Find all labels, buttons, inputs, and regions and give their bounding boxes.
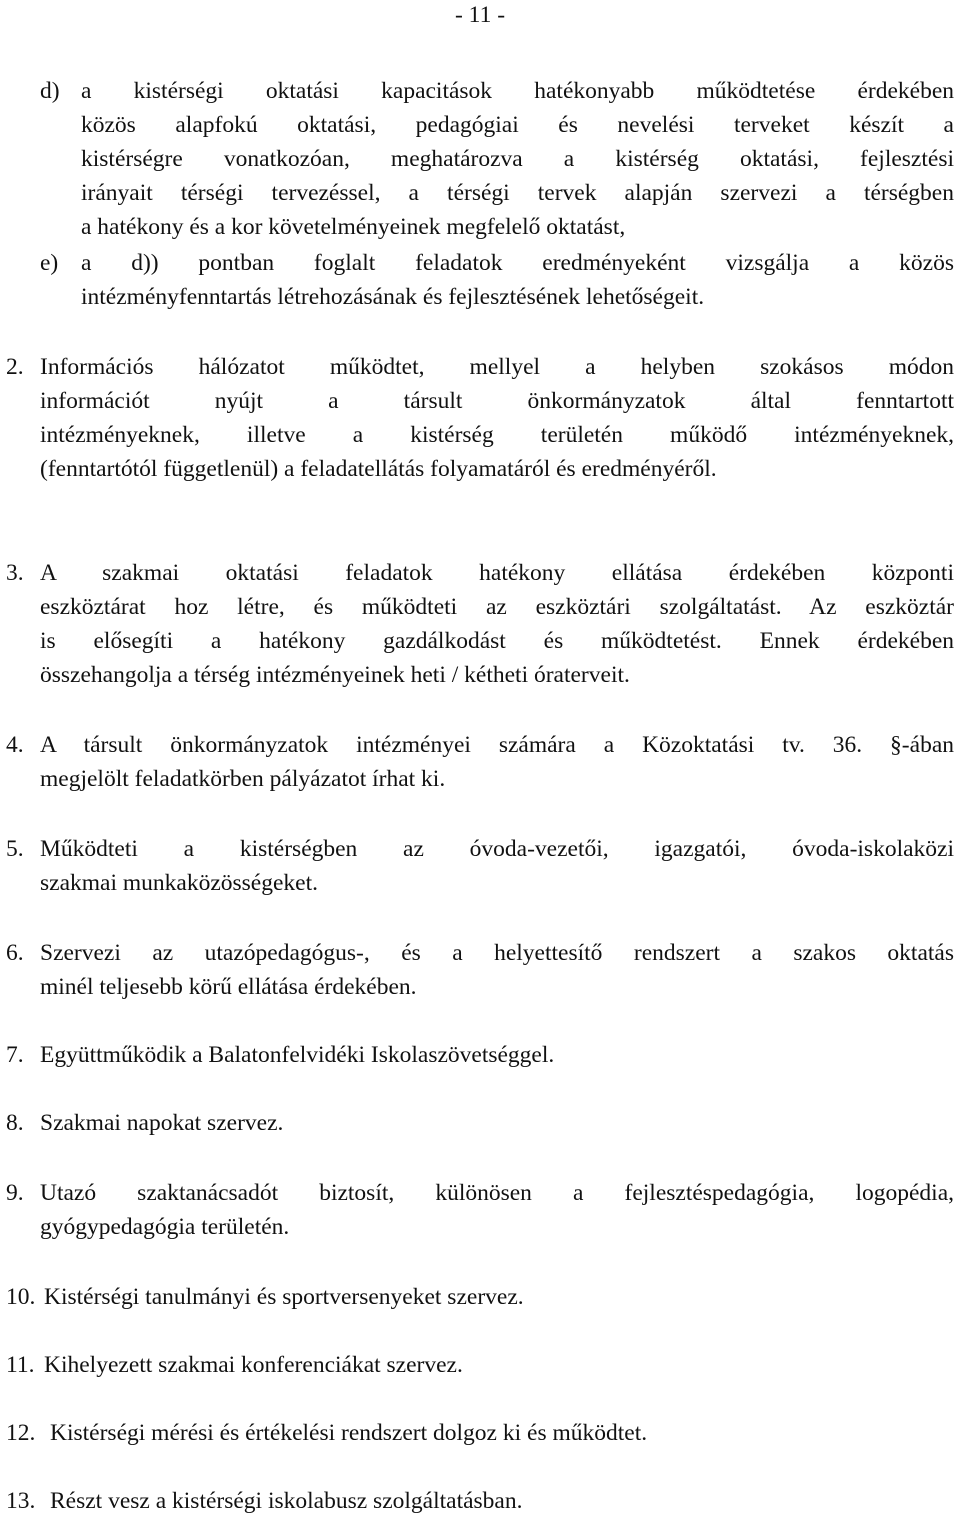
item-body [40, 832, 954, 900]
text-line: gyógypedagógia területén. [40, 1214, 290, 1240]
item-body [44, 1280, 954, 1314]
item-number: 12. [6, 1420, 36, 1446]
item-number: 6. [6, 940, 24, 966]
text-line: Részt vesz a kistérségi iskolabusz szolgáltatásban. [50, 1488, 523, 1514]
text-line: információt nyújt a társult önkormányzatok által fenntartott [40, 388, 954, 414]
text-line: Utazó szaktanácsadót biztosít, különösen a fejlesztéspedagógia, logopédia, [40, 1180, 954, 1206]
text-line: intézményeknek, illetve a kistérség területén működő intézményeknek, [40, 422, 954, 448]
item-body [40, 556, 954, 692]
text-line: Információs hálózatot működtet, mellyel a helyben szokásos módon [40, 354, 954, 380]
text-line: A társult önkormányzatok intézményei számára a Közoktatási tv. 36. §-ában [40, 732, 954, 758]
text-line: is elősegíti a hatékony gazdálkodást és működtetést. Ennek érdekében [40, 628, 954, 654]
text-line: Működteti a kistérségben az óvoda-vezetői, igazgatói, óvoda-iskolaközi [40, 836, 954, 862]
text-line: szakmai munkaközösségeket. [40, 870, 318, 896]
item-number: 13. [6, 1488, 36, 1514]
text-line: intézményfenntartás létrehozásának és fejlesztésének lehetőségeit. [81, 284, 705, 310]
sub-item-label: e) [40, 250, 59, 276]
item-number: 10. [6, 1284, 36, 1310]
item-body [40, 728, 954, 796]
item-number: 8. [6, 1110, 24, 1136]
text-line: közös alapfokú oktatási, pedagógiai és nevelési terveket készít a [81, 112, 954, 138]
text-line: Kistérségi mérési és értékelési rendszert dolgoz ki és működtet. [50, 1420, 648, 1446]
text-line: a kistérségi oktatási kapacitások hatékonyabb működtetése érdekében [81, 78, 954, 104]
text-line: Szakmai napokat szervez. [40, 1110, 284, 1136]
item-body [50, 1484, 954, 1518]
text-line: eszköztárat hoz létre, és működteti az eszköztári szolgáltatást. Az eszköztár [40, 594, 954, 620]
item-number: 9. [6, 1180, 24, 1206]
sub-item-label: d) [40, 78, 60, 104]
item-body [40, 936, 954, 1004]
text-line: Kistérségi tanulmányi és sportversenyeket szervez. [44, 1284, 524, 1310]
item-number: 7. [6, 1042, 24, 1068]
text-line: a d)) pontban foglalt feladatok eredményeként vizsgálja a közös [81, 250, 954, 276]
item-number: 5. [6, 836, 24, 862]
item-body [40, 1038, 954, 1072]
item-body [44, 1348, 954, 1382]
text-line: kistérségre vonatkozóan, meghatározva a kistérség oktatási, fejlesztési [81, 146, 954, 172]
item-number: 2. [6, 354, 24, 380]
sub-item-body [81, 246, 954, 314]
text-line: irányait térségi tervezéssel, a térségi tervek alapján szervezi a térségben [81, 180, 954, 206]
text-line: megjelölt feladatkörben pályázatot írhat ki. [40, 766, 446, 792]
item-body [50, 1416, 954, 1450]
text-line: Együttműködik a Balatonfelvidéki Iskolaszövetséggel. [40, 1042, 555, 1068]
text-line: összehangolja a térség intézményeinek heti / kétheti óraterveit. [40, 662, 630, 688]
item-number: 3. [6, 560, 24, 586]
item-body [40, 1106, 954, 1140]
text-line: Szervezi az utazópedagógus-, és a helyettesítő rendszert a szakos oktatás [40, 940, 954, 966]
item-body [40, 1176, 954, 1244]
item-number: 4. [6, 732, 24, 758]
sub-item-e [40, 246, 954, 314]
text-line: (fenntartótól függetlenül) a feladatellátás folyamatáról és eredményéről. [40, 456, 717, 482]
text-line: minél teljesebb körű ellátása érdekében. [40, 974, 417, 1000]
text-line: a hatékony és a kor követelményeinek megfelelő oktatást, [81, 214, 626, 240]
item-number: 11. [6, 1352, 35, 1378]
sub-item-d [40, 74, 954, 244]
page-number: - 11 - [454, 2, 506, 28]
text-line: Kihelyezett szakmai konferenciákat szervez. [44, 1352, 463, 1378]
text-line: A szakmai oktatási feladatok hatékony ellátása érdekében központi [40, 560, 954, 586]
item-body [40, 350, 954, 486]
sub-item-body [81, 74, 954, 244]
